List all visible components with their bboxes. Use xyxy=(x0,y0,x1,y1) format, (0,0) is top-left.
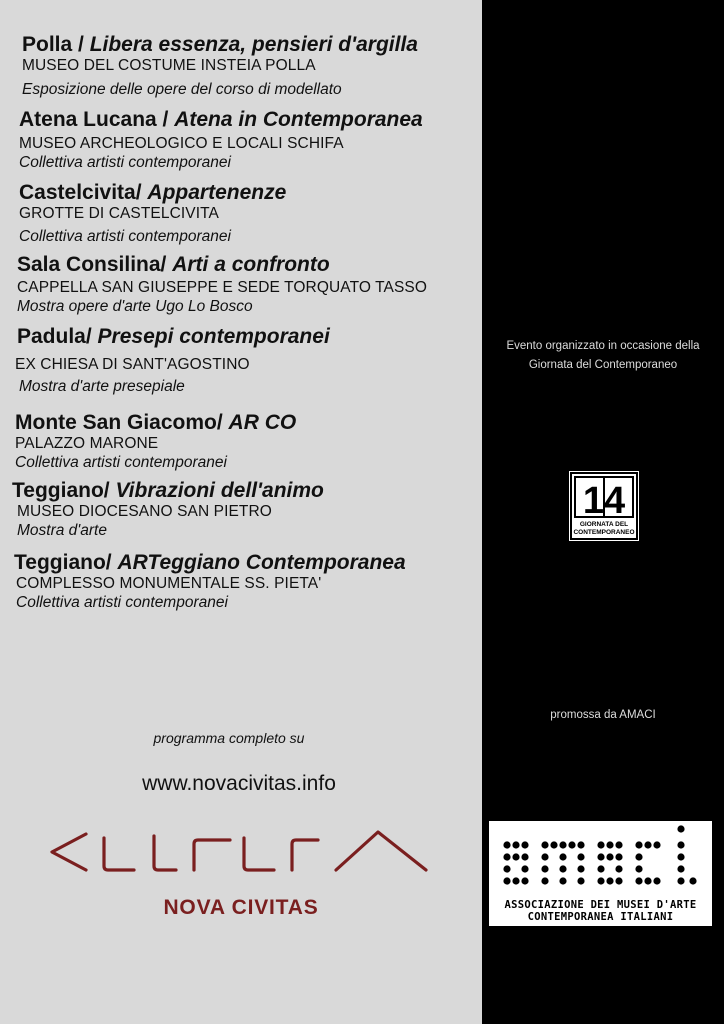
event-title: Atena Lucana / Atena in Contemporanea xyxy=(19,108,423,131)
nova-civitas-title: NOVA CIVITAS xyxy=(163,896,319,919)
badge-line: GIORNATA DEL xyxy=(579,521,629,528)
note-line: Giornata del Contemporaneo xyxy=(528,359,678,371)
date-year: duemiladiciotto xyxy=(486,88,634,110)
event-description: Mostra opere d'arte Ugo Lo Bosco xyxy=(17,298,253,315)
event-description: Mostra d'arte presepiale xyxy=(19,378,185,395)
amaci-caption: CONTEMPORANEA ITALIANI xyxy=(527,911,674,923)
badge-line: CONTEMPORANEO xyxy=(573,529,635,536)
event-venue: EX CHIESA DI SANT'AGOSTINO xyxy=(15,356,250,373)
event-title: Teggiano/ ARTeggiano Contemporanea xyxy=(14,551,406,574)
event-item xyxy=(12,479,324,540)
event-venue: COMPLESSO MONUMENTALE SS. PIETA' xyxy=(16,575,322,592)
event-title: Monte San Giacomo/ AR CO xyxy=(15,411,297,434)
event-item xyxy=(14,551,406,612)
event-item xyxy=(15,411,296,472)
promoted-by: promossa da AMACI xyxy=(550,709,656,721)
event-title: Padula/ Presepi contemporanei xyxy=(17,325,330,348)
event-description: Collettiva artisti contemporanei xyxy=(16,594,228,611)
program-label: programma completo su xyxy=(153,730,305,746)
event-description: Collettiva artisti contemporanei xyxy=(19,228,231,245)
event-title: Polla / Libera essenza, pensieri d'argilla xyxy=(22,33,418,56)
giornata-line: XIV° GIORNATA xyxy=(565,146,720,169)
date-day: 13 xyxy=(488,10,522,43)
event-note xyxy=(482,337,724,375)
amaci-dots-icon xyxy=(489,821,712,901)
badge-number: 14 xyxy=(582,480,626,522)
giornata-14-badge xyxy=(569,471,639,541)
event-title: Castelcivita/ Appartenenze xyxy=(19,181,287,204)
event-venue: MUSEO DEL COSTUME INSTEIA POLLA xyxy=(22,57,316,74)
note-line: Evento organizzato in occasione della xyxy=(506,340,700,352)
event-venue: PALAZZO MARONE xyxy=(15,435,159,452)
date-month: OTTOBRE xyxy=(484,48,654,86)
cultura-logo xyxy=(46,822,432,882)
event-venue: GROTTE DI CASTELCIVITA xyxy=(19,205,219,222)
event-item xyxy=(19,181,286,246)
event-item xyxy=(17,253,427,316)
event-venue: CAPPELLA SAN GIUSEPPE E SEDE TORQUATO TASSO xyxy=(17,279,428,296)
event-description: Collettiva artisti contemporanei xyxy=(19,154,231,171)
event-venue: MUSEO ARCHEOLOGICO E LOCALI SCHIFA xyxy=(19,135,344,152)
event-venue: MUSEO DIOCESANO SAN PIETRO xyxy=(17,503,272,520)
giornata-heading xyxy=(524,143,720,230)
event-item xyxy=(22,33,418,99)
giornata-line: DEL xyxy=(679,175,720,198)
event-item xyxy=(19,108,423,172)
event-description: Esposizione delle opere del corso di modellato xyxy=(22,81,342,98)
event-title: Sala Consilina/ Arti a confronto xyxy=(17,253,330,276)
event-description: Collettiva artisti contemporanei xyxy=(15,454,227,471)
amaci-caption: ASSOCIAZIONE DEI MUSEI D'ARTE xyxy=(504,899,697,911)
event-title: Teggiano/ Vibrazioni dell'animo xyxy=(12,479,324,502)
website-link[interactable]: www.novacivitas.info xyxy=(142,772,336,795)
giornata-line: CONTEMPORANEO xyxy=(523,204,720,227)
event-item xyxy=(17,325,330,396)
amaci-logo xyxy=(489,821,712,926)
event-description: Mostra d'arte xyxy=(17,522,107,539)
